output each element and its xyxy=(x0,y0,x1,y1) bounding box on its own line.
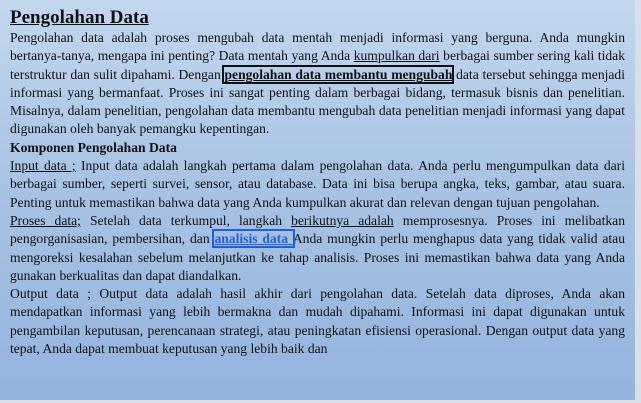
process-text-1: Setelah data terkumpul, langkah xyxy=(80,212,292,228)
process-text-3: Anda mungkin perlu menghapus data yang tidak valid atau mengoreksi kesalahan sebelum melanjutkan ke tahap analisis. Proses ini memastikan bahwa data yang Anda gunakan berkualitas dan dapat diandalkan. xyxy=(10,231,626,283)
page-title: Pengolahan Data xyxy=(10,7,149,28)
section-heading: Komponen Pengolahan Data xyxy=(10,139,177,155)
input-paragraph xyxy=(10,157,625,212)
process-paragraph xyxy=(10,212,625,285)
process-underlined-text: berikutnya adalah xyxy=(291,212,394,228)
input-text: Input data adalah langkah pertama dalam pengolahan data. Anda perlu mengumpulkan data dari berbagai sumber, seperti survei, sensor, atau database. Data ini bisa berupa angka, teks, gambar, atau suara. Penting untuk memastikan bahwa data yang Anda kumpulkan akurat dan relevan dengan tujuan pengolahan. xyxy=(10,158,625,210)
process-text-2: memprosesnya. Proses ini melibatkan pengorganisasian, pembersihan, dan xyxy=(10,212,625,247)
intro-paragraph xyxy=(10,29,625,139)
analisis-data-link[interactable]: analisis data xyxy=(214,231,293,247)
intro-text-3: data tersebut sehingga menjadi informasi yang bermanfaat. Proses ini sangat penting dalam berbagai bidang, termasuk bisnis dan penelitian. Misalnya, dalam penelitian, pengolahan data membantu mengubah data penelitian menjadi informasi yang dapat digunakan oleh banyak pemangku kepentingan. xyxy=(10,66,625,137)
input-label: Input data ; xyxy=(10,158,76,174)
process-label: Proses data; xyxy=(10,212,81,228)
output-paragraph: Output data ; Output data adalah hasil akhir dari pengolahan data. Setelah data diproses, Anda akan mendapatkan informasi yang lebih bermakna dan mudah dipahami. Informasi ini dapat digunakan untuk pengambilan keputusan, perencanaan strategi, atau peningkatan efisiensi operasional. Dengan output data yang tepat, Anda dapat membuat keputusan yang lebih baik dan xyxy=(10,286,625,357)
highlighted-phrase[interactable]: pengolahan data membantu mengubah xyxy=(224,66,453,82)
intro-underlined-text: kumpulkan dari xyxy=(353,48,440,64)
intro-text-1: Pengolahan data adalah proses mengubah data mentah menjadi informasi yang berguna. Anda mungkin bertanya-tanya, mengapa ini penting? Data mentah yang Anda xyxy=(10,30,625,64)
intro-text-2: berbagai sumber sering kali tidak terstruktur dan sulit dipahami. Dengan xyxy=(10,48,626,82)
